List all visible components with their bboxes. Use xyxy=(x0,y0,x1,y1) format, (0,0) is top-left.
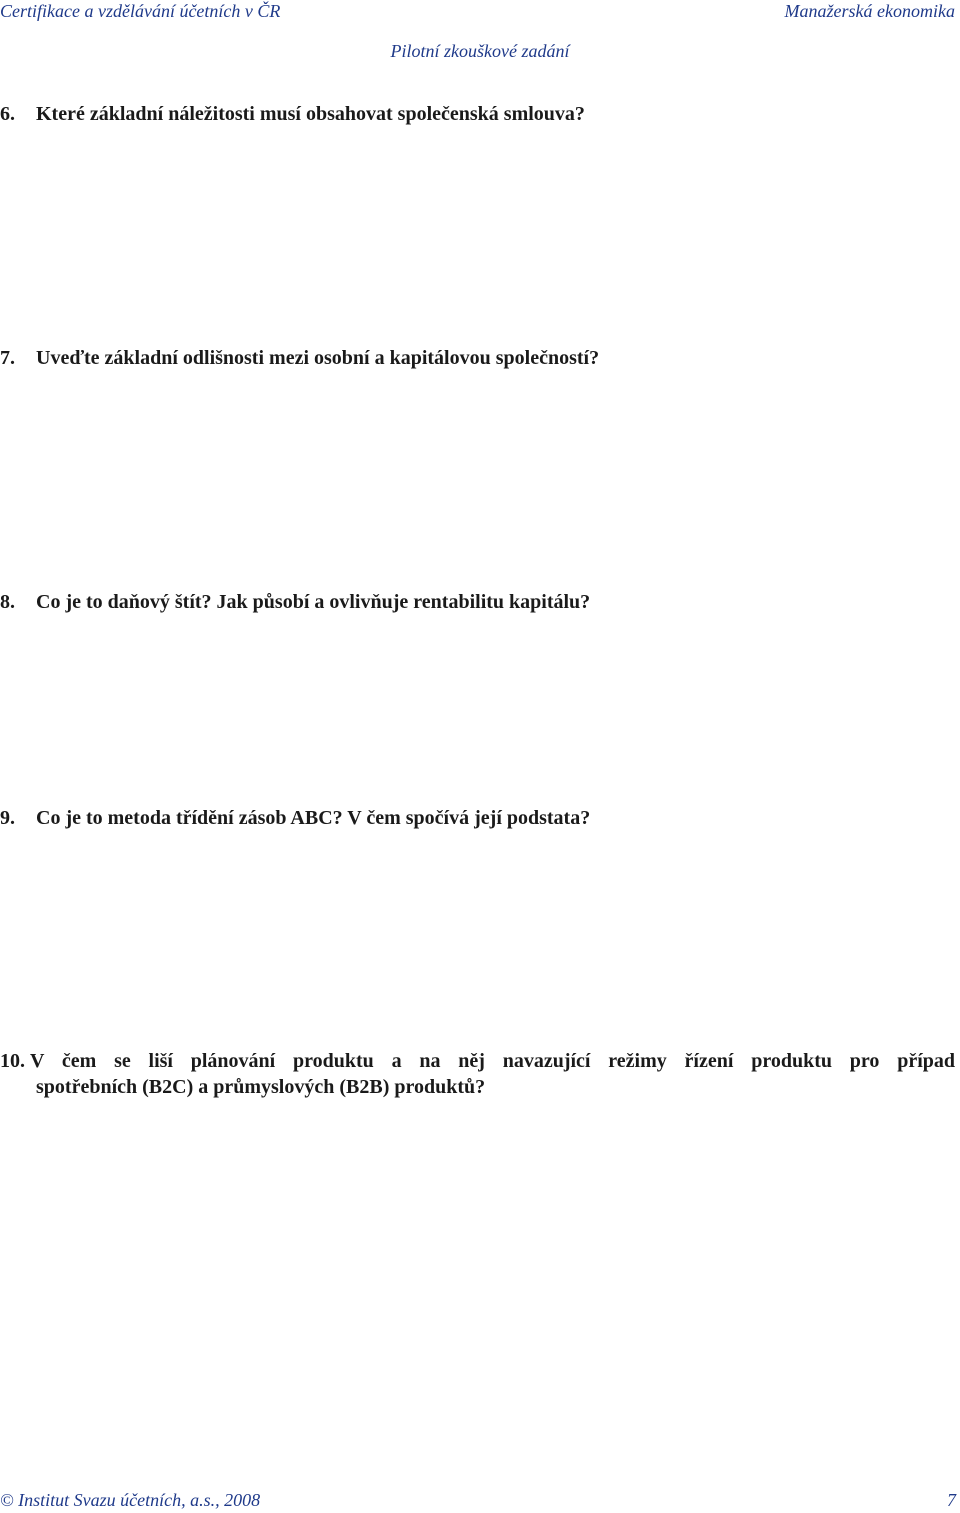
question-10-line-1 xyxy=(0,1048,955,1074)
footer-page-number: 7 xyxy=(947,1490,956,1510)
question-number: 10. xyxy=(0,1050,25,1072)
question-9 xyxy=(0,805,955,831)
question-number: 7. xyxy=(0,347,15,369)
question-text-line-2: spotřebních (B2C) a průmyslových (B2B) produktů? xyxy=(36,1076,486,1098)
question-number: 6. xyxy=(0,103,15,125)
question-number: 9. xyxy=(0,807,15,829)
header-title-left: Certifikace a vzdělávání účetních v ČR xyxy=(0,1,281,21)
question-text: Uveďte základní odlišnosti mezi osobní a kapitálovou společností? xyxy=(36,347,600,369)
question-text: Co je to metoda třídění zásob ABC? V čem spočívá její podstata? xyxy=(36,807,591,829)
header-subtitle: Pilotní zkouškové zadání xyxy=(390,41,570,61)
question-text: Které základní náležitosti musí obsahovat společenská smlouva? xyxy=(36,103,585,125)
question-6 xyxy=(0,101,955,127)
question-7 xyxy=(0,345,955,371)
question-10 xyxy=(0,1048,955,1100)
question-text: Co je to daňový štít? Jak působí a ovlivňuje rentabilitu kapitálu? xyxy=(36,591,591,613)
question-number: 8. xyxy=(0,591,15,613)
question-8 xyxy=(0,589,955,615)
header-title-right: Manažerská ekonomika xyxy=(784,1,955,21)
question-text-line-1: V čem se liší plánování produktu a na něj navazující režimy řízení produktu pro případ xyxy=(30,1050,955,1072)
footer-copyright: © Institut Svazu účetních, a.s., 2008 xyxy=(0,1490,261,1510)
